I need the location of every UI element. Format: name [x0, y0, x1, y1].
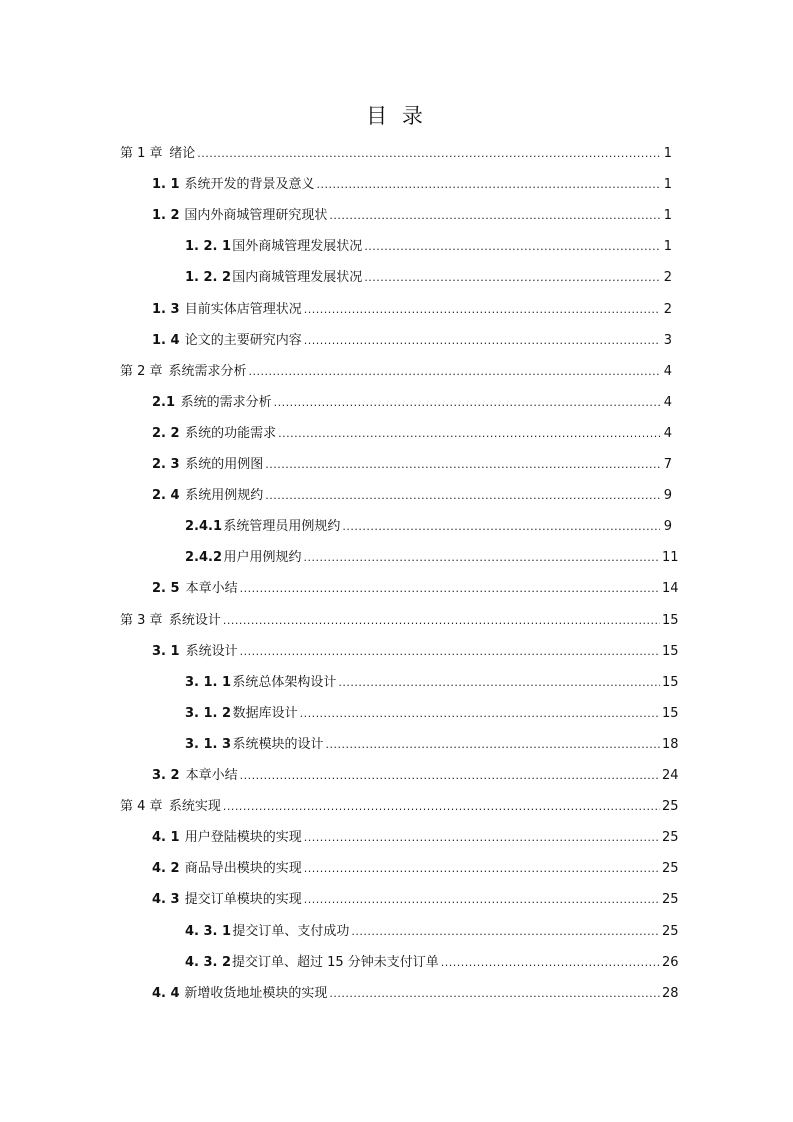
toc-entry-number: 2.1 — [152, 394, 176, 410]
toc-entry[interactable] — [120, 578, 679, 600]
toc-entry-label: 系统的用例图 — [185, 457, 264, 472]
toc-entry-number: 4. 3 — [152, 892, 180, 908]
toc-entry[interactable] — [120, 703, 679, 725]
toc-entry-number: 2.4.2 — [185, 550, 223, 566]
toc-entry-label: 系统需求分析 — [168, 363, 247, 379]
toc-entry-label: 系统管理员用例规约 — [223, 519, 341, 535]
toc-entry[interactable] — [120, 516, 672, 538]
toc-entry-page: 15 — [662, 643, 679, 659]
toc-entry-number: 第 4 章 — [120, 799, 163, 815]
toc-entry-page: 3 — [663, 332, 672, 348]
toc-dot-leader — [364, 236, 660, 258]
toc-entry-page: 24 — [662, 768, 679, 783]
toc-entry-label: 系统模块的设计 — [232, 736, 324, 752]
toc-entry-page: 9 — [663, 519, 672, 535]
toc-entry-label: 系统开发的背景及意义 — [184, 177, 315, 193]
toc-entry-number: 1. 2. 2 — [185, 270, 232, 286]
toc-dot-leader — [441, 952, 660, 974]
toc-entry-label: 论文的主要研究内容 — [184, 332, 302, 348]
toc-entry-page: 15 — [662, 674, 679, 690]
toc-entry-page: 1 — [663, 239, 672, 255]
toc-entry-page: 25 — [662, 861, 679, 877]
toc-entry-page: 15 — [662, 612, 679, 628]
toc-dot-leader — [304, 889, 660, 911]
toc-entry-page: 4 — [663, 394, 672, 410]
toc-entry-page: 26 — [662, 954, 679, 970]
toc-entry[interactable] — [120, 485, 672, 507]
toc-entry-label: 目前实体店管理状况 — [184, 301, 302, 317]
toc-dot-leader — [304, 827, 660, 849]
toc-entry[interactable] — [120, 174, 672, 196]
toc-entry-label: 国外商城管理发展状况 — [232, 239, 363, 255]
toc-entry[interactable] — [120, 983, 679, 1005]
toc-entry-number: 4. 2 — [152, 861, 180, 877]
toc-dot-leader — [240, 578, 660, 600]
toc-entry-page: 2 — [663, 301, 672, 317]
toc-entry-label: 提交订单模块的实现 — [184, 892, 302, 908]
toc-dot-leader — [338, 672, 660, 694]
toc-entry[interactable] — [120, 952, 679, 974]
toc-entry[interactable] — [120, 236, 672, 258]
toc-entry-number: 1. 4 — [152, 332, 180, 348]
toc-entry[interactable] — [120, 299, 672, 321]
toc-entry[interactable] — [120, 143, 672, 165]
toc-entry-number: 2. 5 — [152, 581, 180, 597]
toc-entry-page: 18 — [662, 736, 679, 752]
toc-entry-number: 1. 2. 1 — [185, 239, 232, 255]
toc-entry-label: 绪论 — [169, 146, 196, 161]
toc-entry-number: 第 3 章 — [120, 612, 163, 628]
toc-entry-label: 国内外商城管理研究现状 — [184, 208, 328, 224]
page-title: 目 录 — [366, 104, 427, 128]
toc-entry[interactable] — [120, 641, 679, 663]
toc-entry-page: 25 — [662, 799, 679, 815]
toc-entry-page: 7 — [663, 457, 672, 472]
toc-entry[interactable] — [120, 765, 679, 787]
toc-entry-number: 3. 1. 3 — [185, 736, 232, 752]
toc-entry[interactable] — [120, 889, 679, 911]
toc-entry-number: 4. 3. 1 — [185, 923, 232, 939]
toc-dot-leader — [223, 610, 660, 632]
toc-entry-page: 15 — [662, 705, 679, 721]
toc-entry-number: 4. 1 — [152, 830, 180, 846]
toc-dot-leader — [265, 454, 660, 476]
toc-entry[interactable] — [120, 734, 679, 756]
toc-entry-number: 2. 2 — [152, 425, 180, 441]
toc-entry-number: 3. 1. 1 — [185, 674, 232, 690]
toc-entry-page: 14 — [662, 581, 679, 597]
toc-entry-label: 系统设计 — [168, 612, 221, 628]
toc-entry-label: 系统实现 — [168, 799, 221, 815]
toc-entry-page: 1 — [663, 208, 672, 224]
toc-entry-page: 9 — [663, 488, 672, 504]
toc-entry-page: 11 — [662, 550, 679, 566]
toc-entry-label: 系统的功能需求 — [185, 425, 277, 441]
toc-dot-leader — [304, 858, 660, 880]
toc-entry-page: 1 — [663, 146, 672, 161]
toc-entry[interactable] — [120, 423, 672, 445]
toc-entry-number: 3. 1 — [152, 643, 180, 659]
toc-entry-label: 商品导出模块的实现 — [184, 861, 302, 877]
toc-dot-leader — [329, 205, 660, 227]
toc-entry[interactable] — [120, 858, 679, 880]
toc-dot-leader — [304, 547, 661, 569]
toc-entry-page: 4 — [663, 425, 672, 441]
toc-entry-label: 数据库设计 — [232, 705, 298, 721]
toc-entry-label: 系统总体架构设计 — [232, 674, 337, 690]
toc-entry[interactable] — [120, 796, 679, 818]
toc-dot-leader — [240, 765, 660, 787]
toc-dot-leader — [304, 299, 660, 321]
toc-entry[interactable] — [120, 827, 679, 849]
toc-dot-leader — [265, 485, 660, 507]
toc-dot-leader — [240, 641, 660, 663]
toc-entry[interactable] — [120, 205, 672, 227]
toc-entry-label: 系统用例规约 — [185, 488, 264, 504]
toc-dot-leader — [329, 983, 660, 1005]
toc-entry[interactable] — [120, 547, 679, 569]
toc-entry-number: 第 1 章 — [120, 146, 163, 161]
toc-entry-page: 25 — [662, 892, 679, 908]
toc-entry-label: 提交订单、超过 15 分钟未支付订单 — [231, 954, 439, 970]
toc-entry-number: 1. 3 — [152, 301, 180, 317]
toc-entry-label: 用户用例规约 — [223, 550, 302, 566]
toc-entry-page: 1 — [663, 177, 672, 193]
toc-dot-leader — [300, 703, 660, 725]
toc-entry[interactable] — [120, 392, 672, 414]
toc-entry-number: 1. 2 — [152, 208, 180, 224]
toc-entry-number: 2.4.1 — [185, 519, 223, 535]
toc-entry-number: 1. 1 — [152, 177, 180, 193]
toc-entry[interactable] — [120, 672, 679, 694]
toc-entry-label: 提交订单、支付成功 — [232, 923, 350, 939]
toc-dot-leader — [317, 174, 660, 196]
toc-entry[interactable] — [120, 267, 672, 289]
toc-entry-label: 本章小结 — [185, 581, 238, 597]
toc-entry-number: 3. 1. 2 — [185, 705, 232, 721]
toc-entry-label: 国内商城管理发展状况 — [232, 270, 363, 286]
toc-entry-page: 4 — [663, 363, 672, 379]
toc-dot-leader — [304, 330, 660, 352]
toc-entry-number: 第 2 章 — [120, 363, 163, 379]
toc-dot-leader — [364, 267, 660, 289]
toc-entry-number: 4. 4 — [152, 985, 180, 1001]
toc-entry-number: 2. 3 — [152, 457, 180, 472]
toc-entry-label: 系统设计 — [185, 643, 238, 659]
toc-entry-label: 本章小结 — [185, 768, 238, 783]
toc-entry-page: 25 — [662, 830, 679, 846]
toc-entry-number: 3. 2 — [152, 768, 180, 783]
toc-dot-leader — [342, 516, 660, 538]
toc-entry-label: 用户登陆模块的实现 — [184, 830, 302, 846]
toc-entry[interactable] — [120, 610, 679, 632]
toc-dot-leader — [197, 143, 660, 165]
toc-dot-leader — [278, 423, 660, 445]
toc-dot-leader — [223, 796, 660, 818]
toc-entry[interactable] — [120, 330, 672, 352]
toc-entry-label: 新增收货地址模块的实现 — [184, 985, 328, 1001]
toc-entry-page: 2 — [663, 270, 672, 286]
toc-entry-label: 系统的需求分析 — [180, 394, 272, 410]
toc-entry[interactable] — [120, 454, 672, 476]
toc-dot-leader — [274, 392, 660, 414]
toc-entry[interactable] — [120, 921, 679, 943]
toc-entry[interactable] — [120, 361, 672, 383]
toc-dot-leader — [325, 734, 660, 756]
toc-dot-leader — [249, 361, 660, 383]
toc-entry-number: 2. 4 — [152, 488, 180, 504]
toc-entry-page: 25 — [662, 923, 679, 939]
toc-entry-number: 4. 3. 2 — [185, 954, 232, 970]
toc-dot-leader — [351, 921, 660, 943]
toc-entry-page: 28 — [662, 985, 679, 1001]
